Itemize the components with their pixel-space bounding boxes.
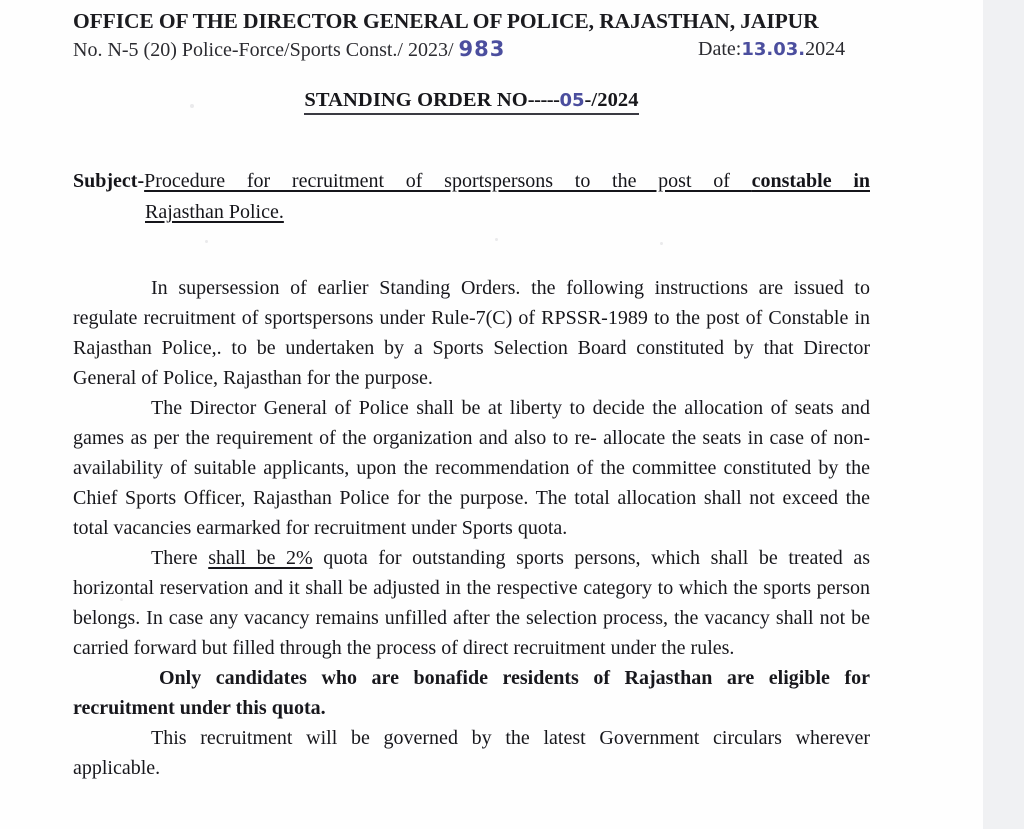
document-title: OFFICE OF THE DIRECTOR GENERAL OF POLICE, RAJASTHAN, JAIPUR <box>73 9 819 33</box>
paragraph-quota-underlined: shall be 2% <box>208 546 313 569</box>
paragraph-circulars: This recruitment will be governed by the latest Government circulars wherever applicable. <box>73 726 870 779</box>
reference-line <box>73 37 870 67</box>
document-content <box>73 0 870 783</box>
subject-label: Subject- <box>73 169 145 192</box>
date-handwritten: 13.03. <box>741 38 806 60</box>
subject-text-line1 <box>144 167 870 196</box>
paragraph-quota <box>73 543 870 663</box>
subject-text-normal: Procedure for recruitment of sportspersons to the post of <box>144 169 752 192</box>
paragraph-supersession: In supersession of earlier Standing Orders. the following instructions are issued to regulate recruitment of sportspersons under Rule-7(C) of RPSSR-1989 to the post of Constable in Rajasthan Police,. to be undertaken by a Sports Selection Board constituted by that Director General of Police, Rajasthan for the purpose. <box>73 276 870 389</box>
subject-line-2 <box>145 198 870 227</box>
reference-number-handwritten: 983 <box>458 36 506 61</box>
standing-order-heading-wrap <box>73 89 870 115</box>
subject-text-bold: constable in <box>751 169 870 192</box>
standing-order-dashes: ----- <box>527 88 560 111</box>
date-field <box>698 38 845 61</box>
paragraph-quota-rest: quota for outstanding sports persons, which shall be treated as horizontal reservation and it shall be adjusted in the respective category to which the sports person belongs. In case any vacancy remains unfilled after the selection process, the vacancy shall not be carried forward but filled through the process of direct recruitment under the rules. <box>73 546 871 659</box>
paragraph-quota-lead: There <box>151 546 209 569</box>
paragraph-allocation: The Director General of Police shall be at liberty to decide the allocation of seats and games as per the requirement of the organization and also to re- allocate the seats in case of non-availability of suitable applicants, upon the recommendation of the committee constituted by the Chief Sports Officer, Rajasthan Police for the purpose. The total allocation shall not exceed the total vacancies earmarked for recruitment under Sports quota. <box>73 396 870 539</box>
standing-order-number-handwritten: 05 <box>559 89 585 111</box>
subject-text-line2: Rajasthan Police. <box>145 200 284 223</box>
date-label: Date: <box>698 37 742 60</box>
reference-number <box>73 37 505 62</box>
paragraph-bonafide: Only candidates who are bonafide residents of Rajasthan are eligible for recruitment under this quota. <box>73 666 870 719</box>
scanner-edge-strip <box>983 0 1024 829</box>
date-year: 2024 <box>805 37 846 60</box>
subject-line-1 <box>73 167 870 196</box>
standing-order-heading <box>304 89 638 115</box>
standing-order-tail: -/2024 <box>584 88 639 111</box>
standing-order-label: STANDING ORDER NO <box>304 88 528 111</box>
subject-block <box>73 167 870 227</box>
document-body <box>73 273 870 783</box>
reference-number-prefix: No. N-5 (20) Police-Force/Sports Const./ 2023/ <box>73 38 454 61</box>
